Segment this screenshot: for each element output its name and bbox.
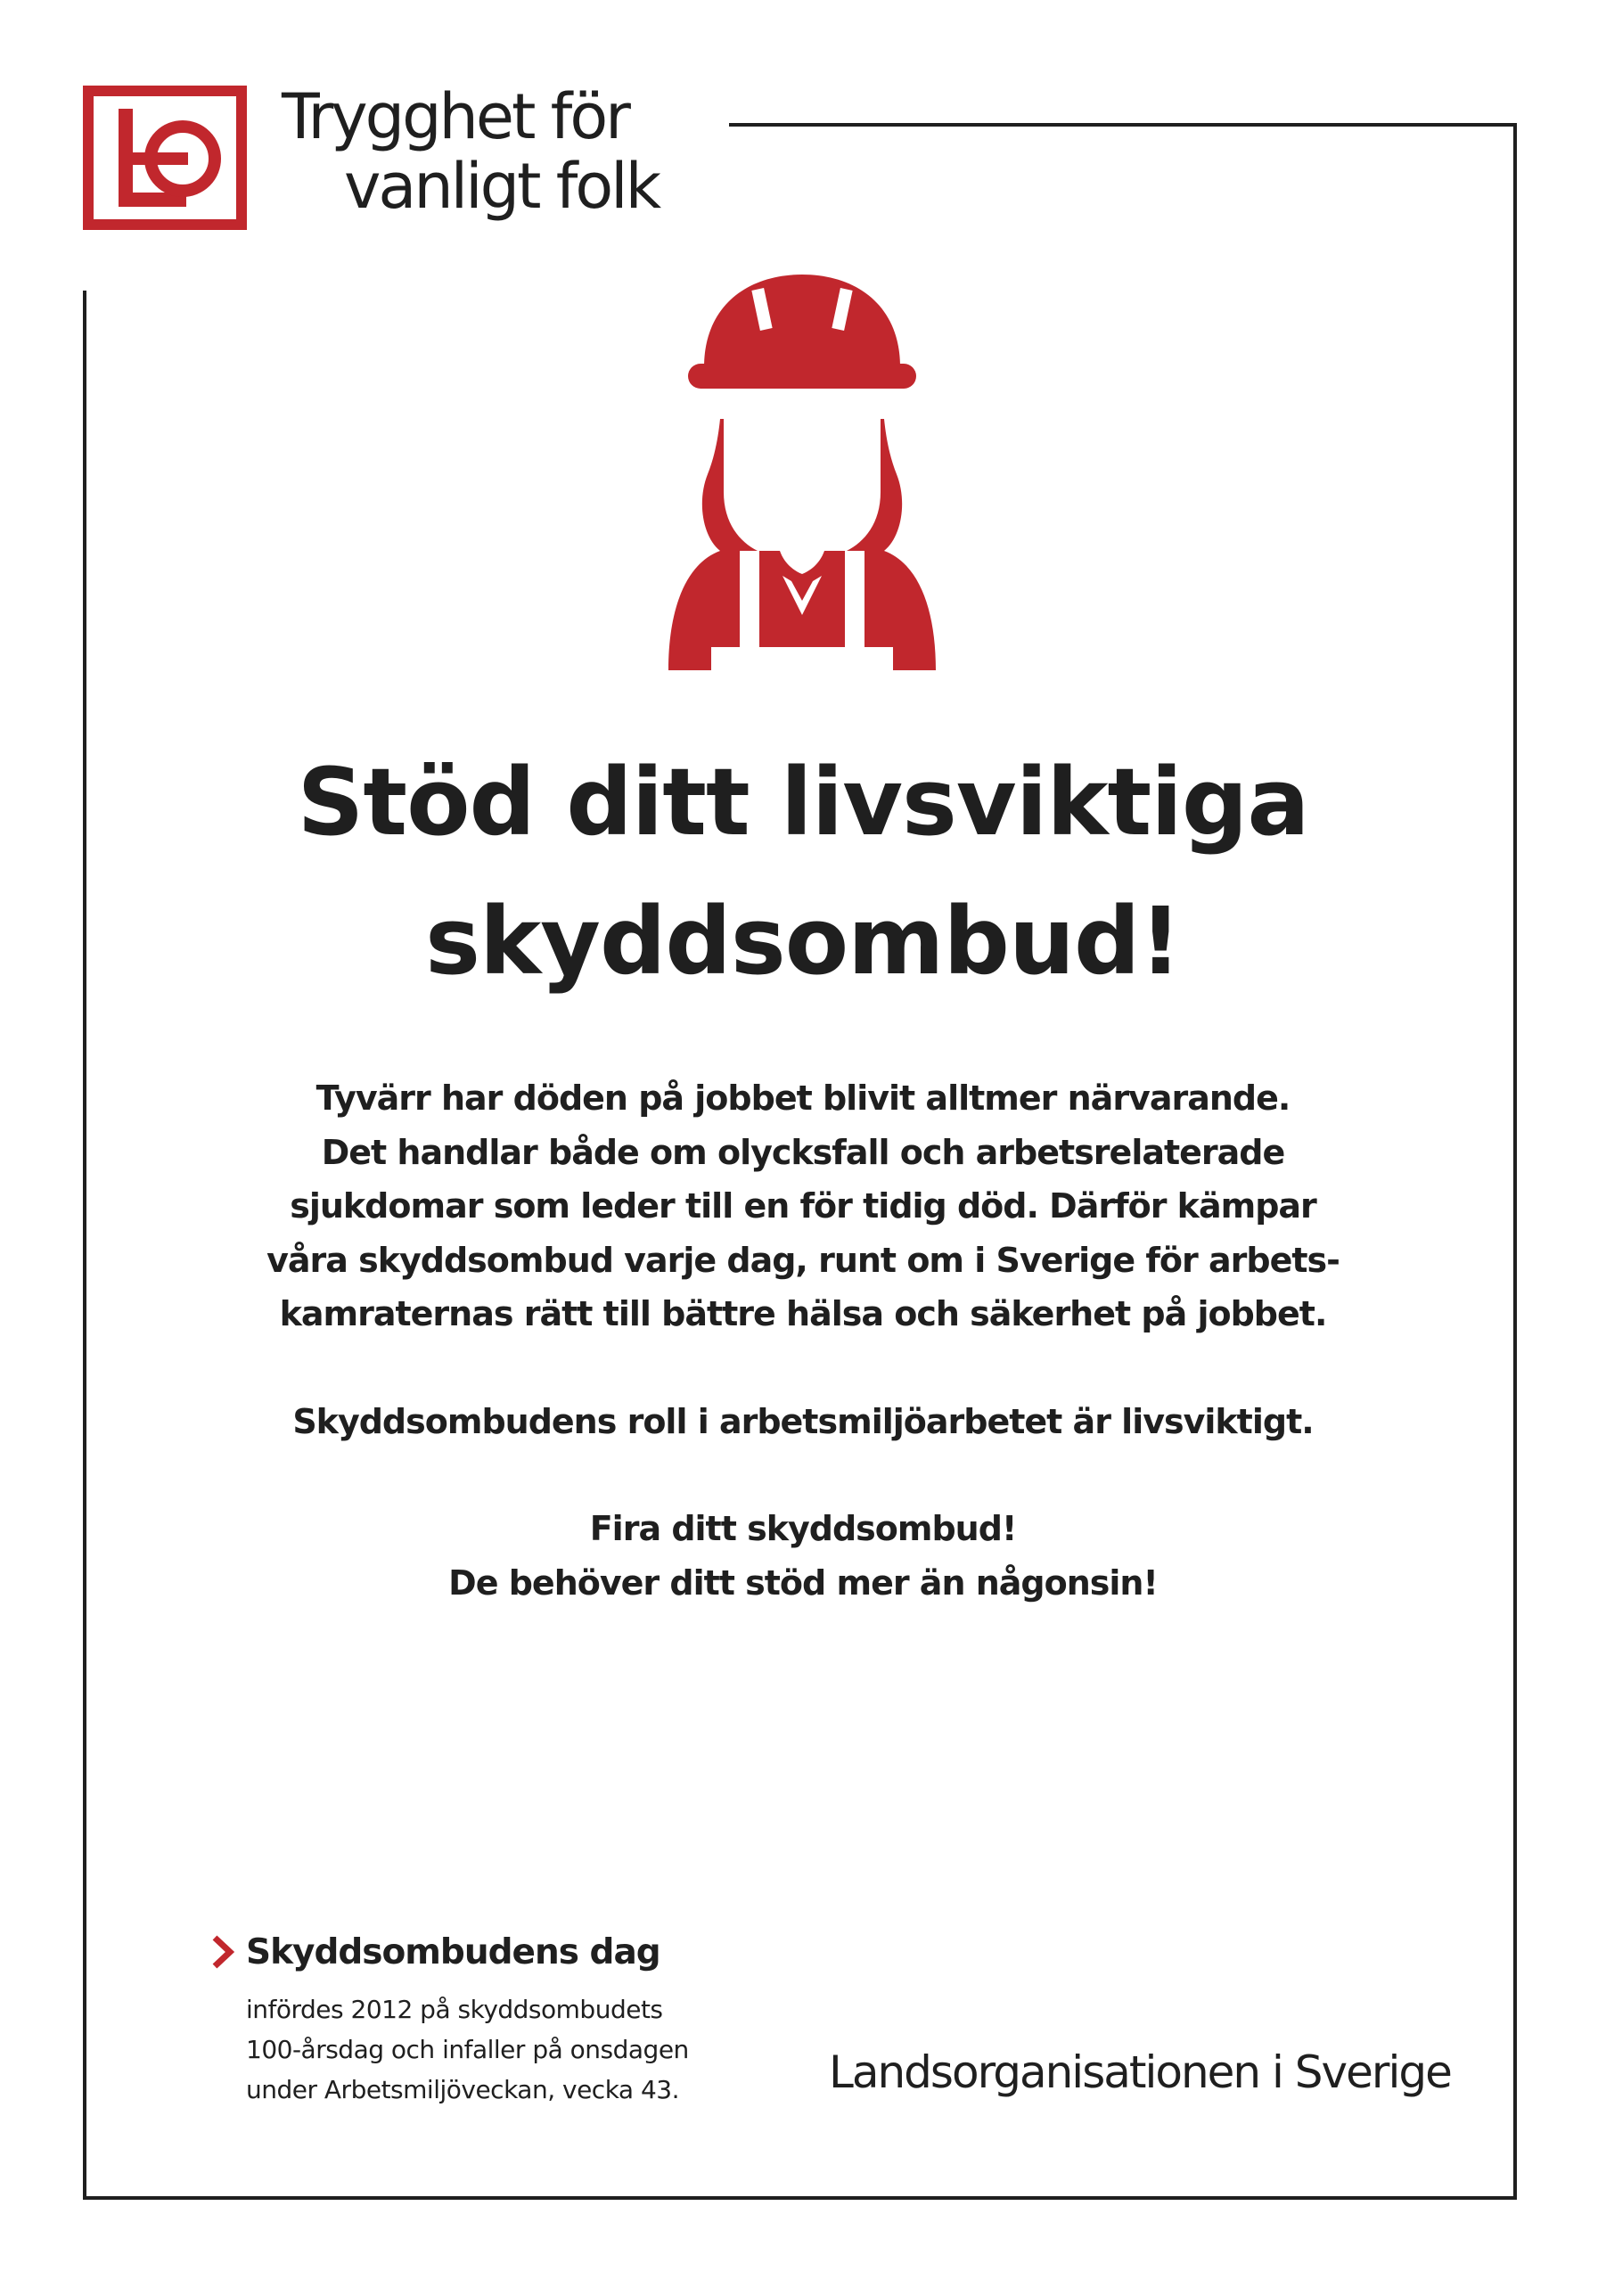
headline-line-2: skyddsombud! — [425, 887, 1181, 996]
body-line: kamraternas rätt till bättre hälsa och säkerhet på jobbet. — [279, 1294, 1327, 1333]
frame-bottom-line — [83, 2196, 1517, 2200]
body-line: De behöver ditt stöd mer än någonsin! — [448, 1562, 1158, 1603]
tagline — [282, 82, 659, 221]
body-line: Fira ditt skyddsombud! — [589, 1509, 1017, 1548]
info-text — [246, 1989, 747, 2110]
organization-name: Landsorganisationen i Sverige — [829, 2046, 1451, 2098]
body-line: Skyddsombudens roll i arbetsmiljöarbetet är livsviktigt. — [292, 1401, 1314, 1441]
body-line: våra skyddsombud varje dag, runt om i Sverige för arbets- — [266, 1240, 1340, 1280]
headline — [0, 733, 1606, 1011]
info-heading — [212, 1927, 747, 1977]
info-line: infördes 2012 på skyddsombudets — [246, 1995, 663, 2024]
headline-line-1: Stöd ditt livsviktiga — [297, 748, 1309, 857]
tagline-line-2: vanligt folk — [344, 150, 660, 223]
female-construction-worker-icon — [615, 269, 989, 715]
info-line: 100-årsdag och infaller på onsdagen — [246, 2035, 689, 2064]
body-line: sjukdomar som leder till en för tidig död. Därför kämpar — [290, 1186, 1316, 1226]
info-line: under Arbetsmiljöveckan, vecka 43. — [246, 2075, 680, 2104]
paragraph-gap — [0, 1341, 1606, 1395]
info-block — [212, 1927, 747, 2110]
tagline-line-1: Trygghet för — [282, 80, 628, 153]
body-text — [0, 1071, 1606, 1610]
frame-top-line — [729, 123, 1517, 127]
body-line: Tyvärr har döden på jobbet blivit alltmer närvarande. — [315, 1078, 1291, 1118]
paragraph-gap — [0, 1448, 1606, 1502]
body-line: Det handlar både om olycksfall och arbetsrelaterade — [321, 1132, 1285, 1172]
info-heading-text: Skyddsombudens dag — [246, 1931, 660, 1972]
chevron-right-icon — [212, 1934, 235, 1970]
lo-logo-icon — [83, 86, 247, 230]
